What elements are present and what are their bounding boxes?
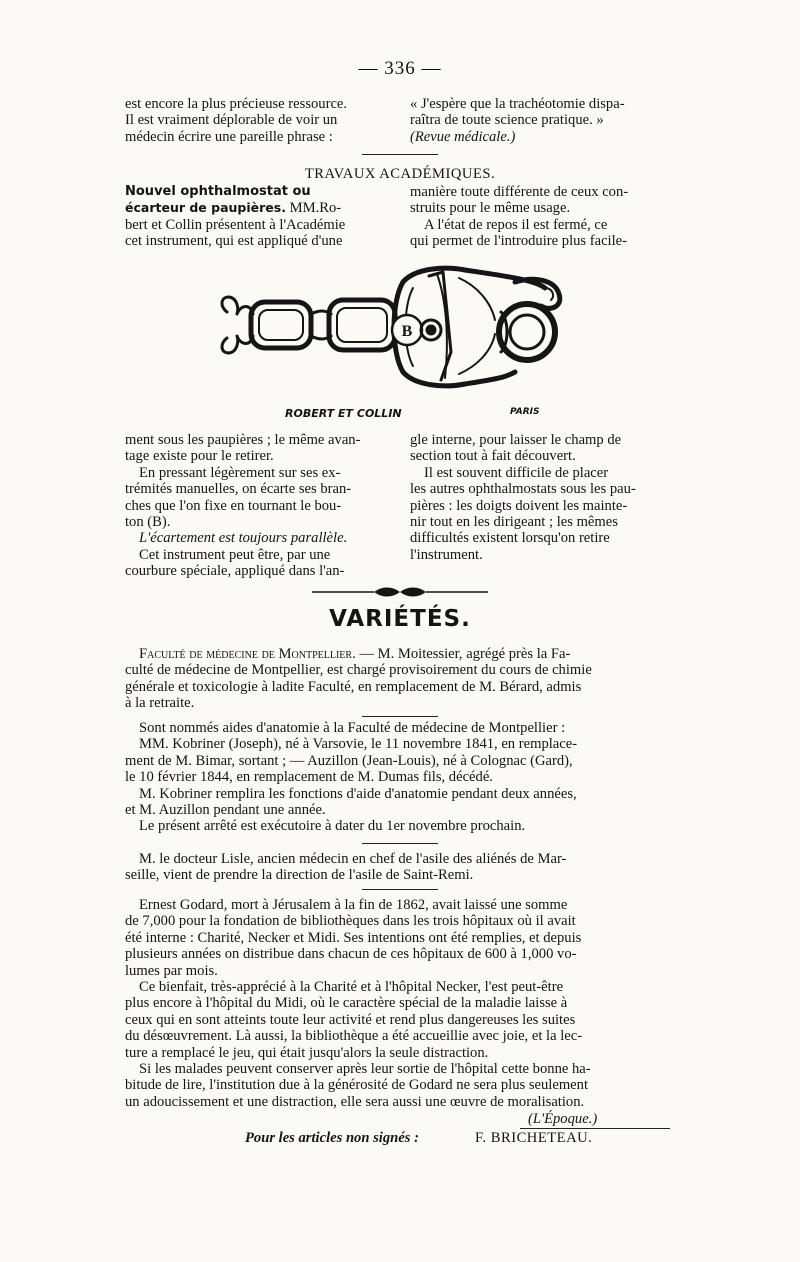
section-divider: [362, 716, 438, 717]
after-figure-left-column: [125, 432, 387, 580]
text-line: M. le docteur Lisle, ancien médecin en chef de l'asile des aliénés de Mar-: [139, 851, 567, 867]
text-line: Cet instrument peut être, par une: [139, 546, 331, 563]
text-line: plus encore à l'hôpital du Midi, où le caractère spécial de la maladie laisse à: [125, 995, 568, 1012]
text-line: En pressant légèrement sur ses ex-: [139, 464, 341, 481]
text-line: ches que l'on fixe en tournant le bou-: [125, 497, 342, 514]
text-line: [125, 200, 387, 216]
text-line: Ce bienfait, très-apprécié à la Charité et à l'hôpital Necker, l'est peut-être: [139, 979, 564, 996]
text-line: le 10 février 1844, en remplacement de M. Dumas fils, décédé.: [125, 769, 493, 786]
text-line: bert et Collin présentent à l'Académie: [125, 216, 346, 233]
article-title: écarteur de paupières.: [125, 200, 286, 216]
text-line: Il est vraiment déplorable de voir un: [125, 112, 338, 129]
section-heading-varietes: VARIÉTÉS.: [329, 606, 471, 632]
text-line: l'instrument.: [410, 546, 483, 563]
text-line: difficultés existent lorsqu'on retire: [410, 530, 610, 547]
text-line: Sont nommés aides d'anatomie à la Faculté de médecine de Montpellier :: [139, 720, 566, 736]
text-line: Si les malades peuvent conserver après leur sortie de l'hôpital cette bonne ha-: [139, 1061, 591, 1078]
text-line: qui permet de l'introduire plus facile-: [410, 233, 628, 250]
text-line: courbure spéciale, appliqué dans l'an-: [125, 563, 345, 580]
text-line: est encore la plus précieuse ressource.: [125, 96, 348, 112]
section-divider: [362, 889, 438, 890]
article-title: Nouvel ophthalmostat ou: [125, 184, 311, 199]
travaux-left-column: [125, 184, 387, 250]
text-line: Il est souvent difficile de placer: [424, 464, 609, 481]
maker-mark: ROBERT ET COLLIN: [285, 407, 402, 420]
section-divider: [362, 843, 438, 844]
text-line: struits pour le même usage.: [410, 200, 571, 217]
text-line: cet instrument, qui est appliqué d'une: [125, 233, 343, 250]
godard-paragraph: [125, 897, 677, 1110]
text-line: du désœuvrement. Là aussi, la bibliothèque a été accueillie avec joie, et la lec-: [125, 1028, 583, 1045]
text-line: M. Kobriner remplira les fonctions d'aide d'anatomie pendant deux années,: [139, 785, 577, 802]
faculte-paragraph: [125, 646, 677, 712]
lisle-paragraph: [125, 851, 677, 884]
text-line: générale et toxicologie à ladite Faculté, en remplacement de M. Bérard, admis: [125, 678, 582, 695]
paragraph-lead: Faculté de médecine de Montpellier.: [139, 646, 356, 662]
aides-paragraph: [125, 720, 677, 835]
text-line: bitude de lire, l'institution due à la générosité de Godard ne sera plus seulement: [125, 1077, 589, 1094]
text-line: MM.Ro-: [289, 200, 342, 217]
text-line: L'écartement est toujours parallèle.: [139, 530, 348, 547]
text-line: ceux qui en sont atteints toute leur activité et rend plus dangereuses les suites: [125, 1011, 576, 1028]
text-line: ture a remplacé le jeu, qui était jusqu'alors la seule distraction.: [125, 1044, 489, 1061]
travaux-right-column: [410, 184, 675, 250]
text-line: — M. Moitessier, agrégé près la Fa-: [355, 646, 571, 662]
text-line: section tout à fait découvert.: [410, 448, 576, 465]
text-line: nir tout en les dirigeant ; les mêmes: [410, 514, 618, 531]
text-line: « J'espère que la trachéotomie dispa-: [410, 96, 625, 112]
text-line: tage existe pour le retirer.: [125, 448, 274, 465]
page-number: — 336 —: [358, 58, 442, 79]
signature-label: Pour les articles non signés :: [245, 1130, 419, 1146]
signature-name: F. BRICHETEAU.: [475, 1130, 593, 1146]
text-line: MM. Kobriner (Joseph), né à Varsovie, le 11 novembre 1841, en remplace-: [139, 736, 578, 753]
text-line: médecin écrire une pareille phrase :: [125, 128, 333, 145]
text-line: été interne : Charité, Necker et Midi. Ses intentions ont été remplies, et depuis: [125, 929, 582, 946]
text-line: raîtra de toute science pratique. »: [410, 112, 604, 129]
ornamental-divider: [312, 586, 488, 598]
text-line: A l'état de repos il est fermé, ce: [424, 216, 608, 233]
text-line: Le présent arrêté est exécutoire à dater du 1er novembre prochain.: [139, 818, 526, 835]
text-line: à la retraite.: [125, 695, 195, 712]
text-line: culté de médecine de Montpellier, est chargé provisoirement du cours de chimie: [125, 662, 592, 679]
ophthalmostat-illustration: [215, 262, 590, 412]
text-line: pières : les doigts doivent les mainte-: [410, 497, 628, 514]
signature-rule: [520, 1128, 670, 1129]
maker-stamp: PARIS: [510, 407, 540, 417]
text-line: lumes par mois.: [125, 962, 218, 979]
text-line: [125, 646, 677, 662]
text-line: Ernest Godard, mort à Jérusalem à la fin de 1862, avait laissé une somme: [139, 897, 568, 913]
text-line: plusieurs années on distribue dans chacun de ces hôpitaux de 600 à 1,000 vo-: [125, 946, 577, 963]
text-line: les autres ophthalmostats sous les pau-: [410, 481, 636, 498]
source-citation: (L'Époque.): [528, 1111, 598, 1127]
text-line: ment de M. Bimar, sortant ; — Auzillon (Jean-Louis), né à Colognac (Gard),: [125, 752, 573, 769]
text-line: et M. Auzillon pendant une année.: [125, 802, 326, 819]
after-figure-right-column: [410, 432, 675, 563]
section-heading-travaux: TRAVAUX ACADÉMIQUES.: [304, 166, 496, 182]
text-line: de 7,000 pour la fondation de bibliothèques dans les trois hôpitaux où il avait: [125, 913, 576, 930]
text-line: seille, vient de prendre la direction de l'asile de Saint-Remi.: [125, 867, 474, 884]
source-citation: (Revue médicale.): [410, 128, 516, 145]
section-divider: [362, 154, 438, 155]
text-line: un adoucissement et une distraction, elle sera aussi une œuvre de moralisation.: [125, 1093, 585, 1110]
text-line: gle interne, pour laisser le champ de: [410, 432, 622, 448]
text-line: ton (B).: [125, 514, 171, 531]
top-right-column: [410, 96, 675, 145]
text-line: trémités manuelles, on écarte ses bran-: [125, 481, 352, 498]
text-line: ment sous les paupières ; le même avan-: [125, 432, 361, 448]
top-left-column: [125, 96, 387, 145]
figure-label-b: B: [401, 323, 413, 340]
text-line: manière toute différente de ceux con-: [410, 184, 629, 200]
